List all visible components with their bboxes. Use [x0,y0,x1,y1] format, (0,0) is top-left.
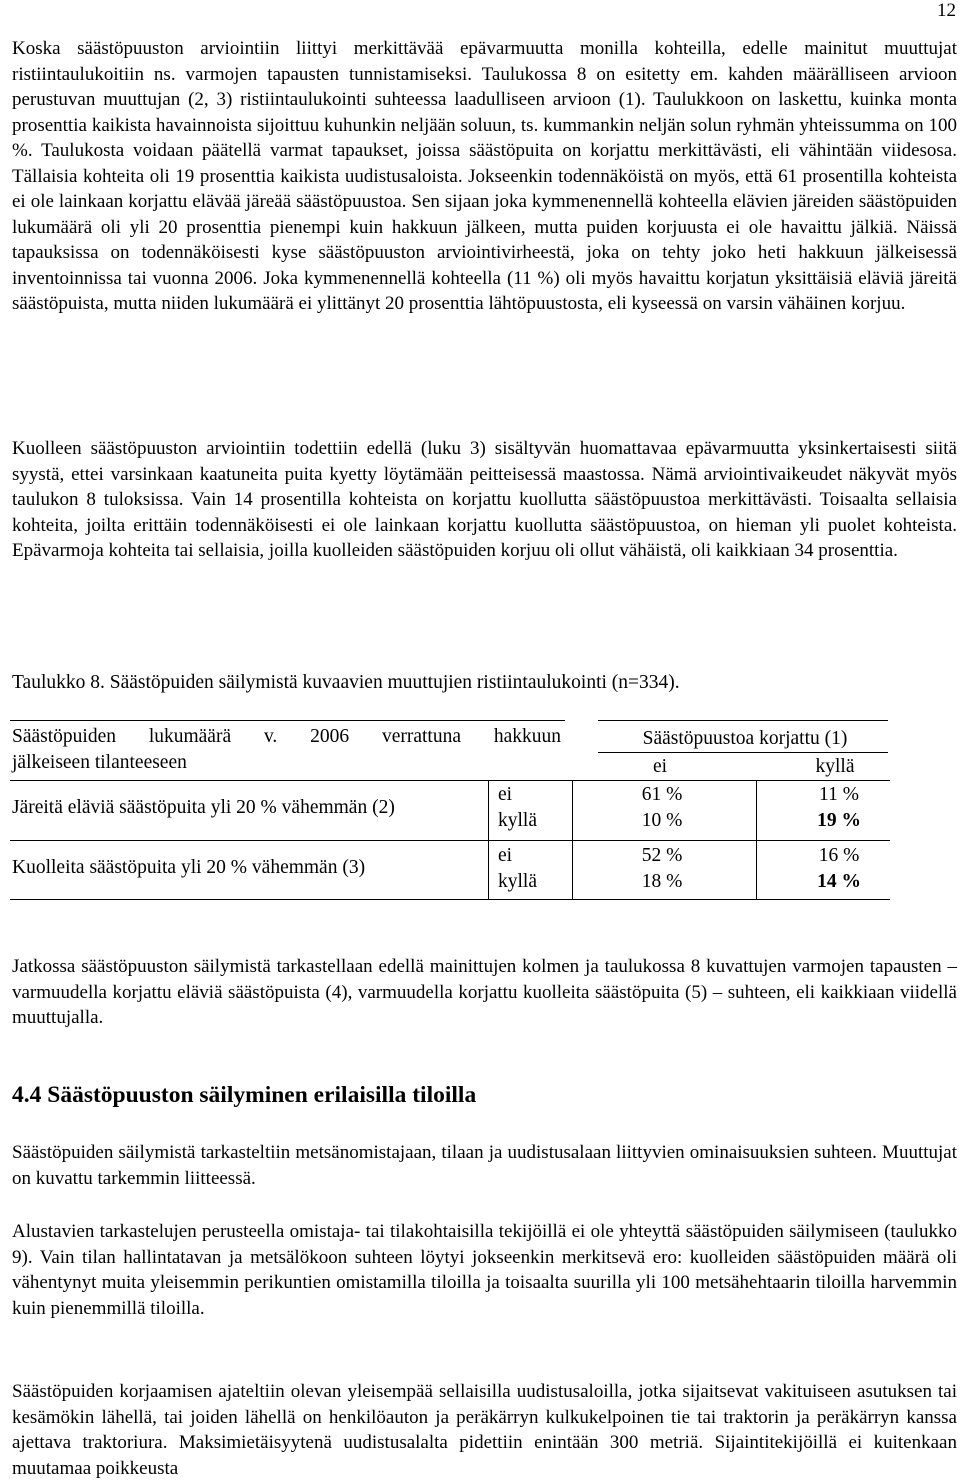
row-3-kylla-ei-value: 18 % [641,871,683,892]
paragraph-1: Koska säästöpuuston arviointiin liittyi merkittävää epävarmuutta monilla kohteilla, edelle mainitut muuttujat ristiintaulukoitiin ns. varmojen tapausten tunnistamiseksi. Taulukossa 8 on esitetty em. kahden määrälliseen arvioon perustuvan muuttujan (2, 3) ristiintaulukointi suhteessa laadulliseen arvioon (1). Taulukkoon on laskettu, kuinka monta prosenttia kaikista havainnoista sijoittuu kuhunkin neljään soluun, ts. kummankin neljän solun ryhmän yhteissumma on 100 %. Taulukosta voidaan päätellä varmat tapaukset, joissa säästöpuita on korjattu merkittävästi, eli vähintään viidesosa. Tällaisia kohteita oli 19 prosenttia kaikista uudistusaloista. Jokseenkin todennäköistä on myös, että 61 prosentilla kohteista ei ole lainkaan korjattu elävää järeää säästöpuustoa. Sen sijaan joka kymmenennellä kohteella elävien järeiden säästöpuiden lukumäärä oli yli 20 prosenttia pienempi kuin hakkuun jälkeen, mutta puiden korjuusta ei ole havaittu jälkiä. Näissä tapauksissa on todennäköisesti kyse säästöpuuston arviointivirheestä, joka on tehty joko heti hakkuun jälkeisessä inventoinnissa tai vuonna 2006. Joka kymmenennellä kohteella (11 %) oli myös havaittu korjatun yksittäisiä eläviä järeitä säästöpuista, mutta niiden lukumäärä ei ylittänyt 20 prosenttia lähtöpuustosta, eli kyseessä on varsin vähäinen korjuu. [12,38,957,314]
header-right: Säästöpuustoa korjattu (1) [642,728,848,749]
row-2-kylla-kylla-value: 19 % [817,810,861,831]
section-heading: 4.4 Säästöpuuston säilyminen erilaisilla tiloilla [12,1082,477,1108]
row-label-2: Järeitä eläviä säästöpuita yli 20 % vähemmän (2) [12,797,395,818]
paragraph-4: Säästöpuiden säilymistä tarkasteltiin metsänomistajaan, tilaan ja uudistusalaan liittyvien ominaisuuksien suhteen. Muuttujat on kuvattu tarkemmin liitteessä. [12,1142,957,1189]
vertical-rule-3 [756,780,757,899]
row-2-ei-kylla-value: 11 % [819,784,859,805]
row-separator [10,840,890,841]
table-caption: Taulukko 8. Säästöpuiden säilymistä kuvaavien muuttujien ristiintaulukointi (n=334). [12,672,680,693]
row-label-3: Kuolleita säästöpuita yli 20 % vähemmän (3) [12,857,366,878]
row-2-ei-ei-value: 61 % [641,784,683,805]
row-3-answer-ei: ei [498,845,513,866]
page-number: 12 [937,0,956,21]
column-kylla: kyllä [815,756,855,777]
header-right-underline [598,752,888,753]
vertical-rule-1 [488,780,489,899]
paragraph-3: Jatkossa säästöpuuston säilymistä tarkastellaan edellä mainittujen kolmen ja taulukossa 8 kuvattujen varmojen tapausten – varmuudella korjattu eläviä säästöpuista (4), varmuudella korjattu kuolleita säästöpuita (5) – suhteen, eli kaikkiaan viidellä muuttujalla. [12,956,957,1028]
row-3-kylla-kylla-value: 14 % [817,871,861,892]
table-bottom-rule [10,899,890,900]
paragraph-5: Alustavien tarkastelujen perusteella omistaja- tai tilakohtaisilla tekijöillä ei ole yhteyttä säästöpuiden säilymiseen (taulukko 9). Vain tilan hallintatavan ja metsälökoon suhteen löytyi jokseenkin merkitsevä ero: kuolleiden säästöpuiden määrä oli vähentynyt muita yleisemmin perikuntien omistamilla tiloilla ja toisaalta suurilla yli 100 metsähehtaarin tiloilla harvemmin kuin pienemmillä tiloilla. [12,1221,957,1319]
vertical-rule-2 [572,780,573,899]
paragraph-2: Kuolleen säästöpuuston arviointiin todettiin edellä (luku 3) sisältyvän huomattavaa epävarmuutta yksinkertaisesti siitä syystä, ettei varsinkaan kaatuneita puita kyetty löytämään peitteisessä maastossa. Nämä arviointivaikeudet näkyvät myös taulukon 8 tuloksissa. Vain 14 prosentilla kohteista on korjattu kuollutta säästöpuustoa merkittävästi. Toisaalta sellaisia kohteita, joilta erittäin todennäköisesti ei ole lainkaan korjattu kuollutta säästöpuustoa, on hieman yli puolet kohteista. Epävarmoja kohteita tai sellaisia, joilla kuolleiden säästöpuiden korjuu oli ollut vähäistä, oli kaikkiaan 34 prosenttia. [12,438,957,561]
row-2-kylla-ei-value: 10 % [641,810,683,831]
row-3-answer-kylla: kyllä [498,871,537,892]
row-3-ei-ei-value: 52 % [641,845,683,866]
header-left-line1: Säästöpuiden lukumäärä v. 2006 verrattuna hakkuun [12,726,561,747]
table-top-rule-right [598,720,888,721]
header-bottom-rule [10,780,890,781]
row-2-answer-kylla: kyllä [498,810,537,831]
paragraph-6: Säästöpuiden korjaamisen ajateltiin olevan yleisempää sellaisilla uudistusaloilla, jotka sijaitsevat vakituiseen asutuksen tai kesämökin lähellä, tai joiden lähellä on henkilöauton ja peräkärryn kulkukelpoinen tie tai traktorin ja peräkärryn kanssa ajettava traktoriura. Maksimietäisyytenä uudistusalalta pidettiin enintään 300 metriä. Sijaintitekijöillä ei kuitenkaan muutamaa poikkeusta [12,1381,957,1479]
row-3-ei-kylla-value: 16 % [818,845,860,866]
row-2-answer-ei: ei [498,784,513,805]
header-left-line2: jälkeiseen tilanteeseen [12,752,187,773]
column-ei: ei [652,756,668,777]
table-top-rule-left [10,720,565,721]
